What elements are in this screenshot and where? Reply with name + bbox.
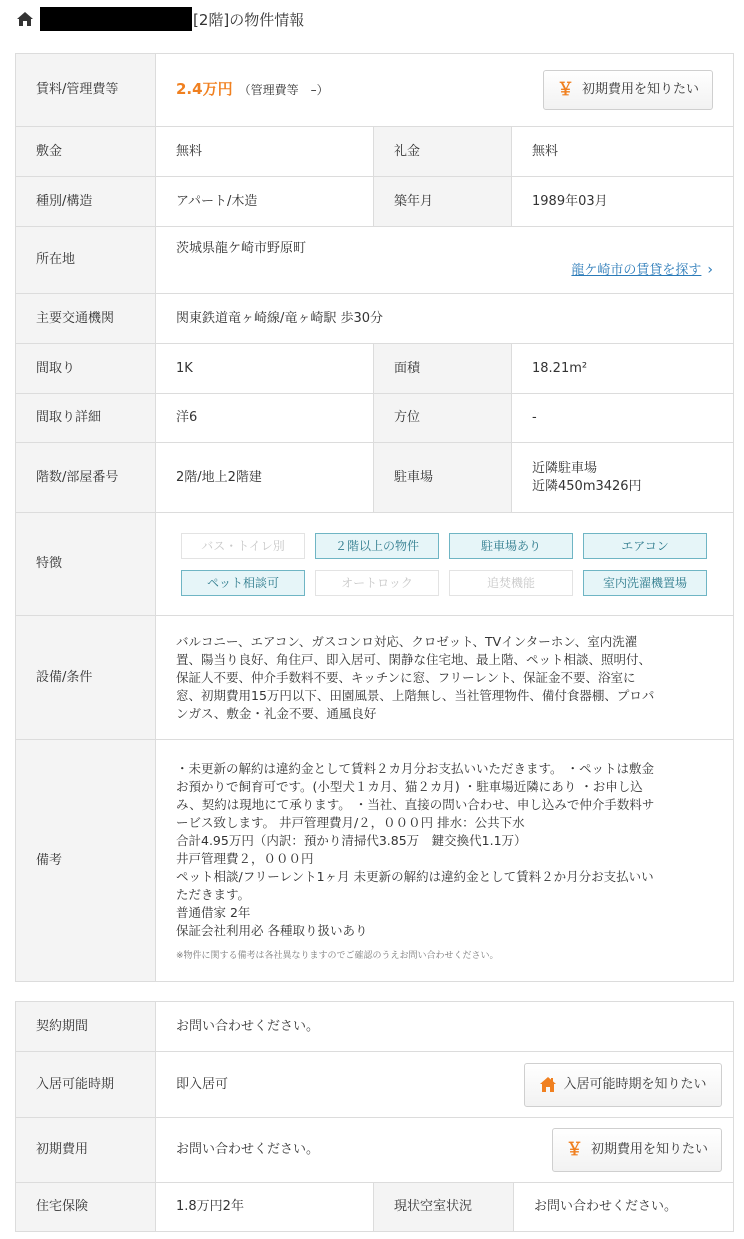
feature-tag: 追焚機能 (449, 570, 573, 596)
rent-cell (156, 54, 734, 127)
remarks-line: 井戸管理費２，０００円 (176, 850, 314, 866)
initial-cost-button-2[interactable] (552, 1128, 722, 1172)
contract-period-label: 契約期間 (16, 1002, 156, 1052)
features-label: 特徴 (16, 513, 156, 616)
insurance-row (16, 1183, 734, 1232)
remarks-line: ただきます。 (176, 886, 251, 902)
built-label: 築年月 (374, 177, 512, 227)
contract-period-value: お問い合わせください。 (156, 1002, 734, 1052)
remarks-line: ペット相談/フリーレント1ヶ月 未更新の解約は違約金として賃料２か月分お支払いい (176, 868, 654, 884)
equipment-line: ンガス、敷金・礼金不要、通風良好 (176, 705, 377, 721)
initial-cost-button[interactable] (543, 70, 713, 110)
move-in-button[interactable] (524, 1063, 722, 1107)
insurance-value: 1.8万円2年 (156, 1183, 374, 1232)
layout-value: 1K (156, 344, 374, 394)
redacted-building-name (40, 7, 192, 31)
key-money-label: 礼金 (374, 127, 512, 177)
home-icon (16, 11, 34, 27)
feature-tag: ２階以上の物件 (315, 533, 439, 559)
layout-row (16, 344, 734, 394)
remarks-row (16, 740, 734, 982)
area-value: 18.21m² (512, 344, 734, 394)
transport-label: 主要交通機関 (16, 294, 156, 344)
layout-label: 間取り (16, 344, 156, 394)
initial-cost-row (16, 1118, 734, 1183)
move-in-row (16, 1052, 734, 1118)
chevron-right-icon: › (707, 262, 714, 278)
rent-label: 賃料/管理費等 (16, 54, 156, 127)
direction-label: 方位 (374, 394, 512, 443)
address-row (16, 227, 734, 294)
equipment-line: 窓、初期費用15万円以下、田園風景、上階無し、当社管理物件、備付食器棚、プロパ (176, 687, 655, 703)
insurance-label: 住宅保険 (16, 1183, 156, 1232)
equipment-line: 保証人不要、仲介手数料不要、キッチンに窓、フリーレント、保証金不要、浴室に (176, 669, 636, 685)
remarks-label: 備考 (16, 740, 156, 982)
remarks-cell (156, 740, 734, 982)
remarks-note: ※物件に関する備考は各社異なりますのでご確認のうえお問い合わせください。 (176, 950, 499, 961)
move-in-cell (156, 1052, 734, 1118)
deposit-label: 敷金 (16, 127, 156, 177)
yen-icon: ￥ (565, 1140, 583, 1160)
remarks-line: み、契約は現地にて承ります。 ・当社、直接の問い合わせ、申し込みで仲介手数料サ (176, 796, 655, 812)
contract-period-row (16, 1002, 734, 1052)
floor-value: 2階/地上2階建 (156, 443, 374, 513)
layout-detail-label: 間取り詳細 (16, 394, 156, 443)
address-value: 茨城県龍ケ崎市野原町 (176, 241, 307, 256)
direction-value: - (512, 394, 734, 443)
floor-row (16, 443, 734, 513)
feature-tag: 駐車場あり (449, 533, 573, 559)
property-info-table (15, 53, 734, 982)
area-rent-link[interactable]: 龍ケ崎市の賃貸を探す (571, 263, 702, 278)
page-header (16, 6, 304, 32)
remarks-line: お預かりで飼育可です。(小型犬１カ月、猫２カ月) ・駐車場近隣にあり ・お申し込 (176, 778, 643, 794)
features-row (16, 513, 734, 616)
equipment-line: 置、陽当り良好、角住戸、即入居可、閑静な住宅地、最上階、ペット相談、照明付、 (176, 651, 652, 667)
equipment-line: バルコニー、エアコン、ガスコンロ対応、クロゼット、TVインターホン、室内洗濯 (176, 633, 638, 649)
rent-row (16, 54, 734, 127)
deposit-row (16, 127, 734, 177)
remarks-line: 普通借家 2年 (176, 904, 251, 920)
remarks-line: ービス致します。 井戸管理費月/２，０００円 排水：公共下水 (176, 814, 525, 830)
feature-tag: 室内洗濯機置場 (583, 570, 707, 596)
equipment-label: 設備/条件 (16, 616, 156, 740)
initial-cost-button-label: 初期費用を知りたい (582, 82, 700, 97)
type-value: アパート/木造 (156, 177, 374, 227)
deposit-value: 無料 (156, 127, 374, 177)
remarks-line: 合計4.95万円（内訳：預かり清掃代3.85万 鍵交換代1.1万） (176, 832, 527, 848)
remarks-line: 保証会社利用必 各種取り扱いあり (176, 922, 368, 938)
features-cell (156, 513, 734, 616)
vacancy-value: お問い合わせください。 (514, 1183, 734, 1232)
address-label: 所在地 (16, 227, 156, 294)
house-icon (539, 1076, 557, 1093)
yen-icon: ￥ (557, 80, 575, 100)
parking-value-2: 近隣450m3426円 (532, 478, 642, 494)
type-label: 種別/構造 (16, 177, 156, 227)
parking-value-1: 近隣駐車場 (532, 460, 598, 476)
layout-detail-row (16, 394, 734, 443)
initial-cost-cell (156, 1118, 734, 1183)
remarks-line: ・未更新の解約は違約金として賃料２カ月分お支払いいただきます。 ・ペットは敷金 (176, 760, 654, 776)
initial-cost-button-2-label: 初期費用を知りたい (590, 1142, 708, 1157)
page-title: [2階]の物件情報 (193, 10, 305, 29)
feature-tag: オートロック (315, 570, 439, 596)
transport-value: 関東鉄道竜ヶ崎線/竜ヶ崎駅 歩30分 (156, 294, 734, 344)
parking-cell (512, 443, 734, 513)
initial-cost-value: お問い合わせください。 (176, 1142, 320, 1157)
transport-row (16, 294, 734, 344)
built-value: 1989年03月 (512, 177, 734, 227)
feature-tag: バス・トイレ別 (181, 533, 305, 559)
area-label: 面積 (374, 344, 512, 394)
move-in-value: 即入居可 (176, 1076, 229, 1092)
initial-cost-label: 初期費用 (16, 1118, 156, 1183)
feature-tag: ペット相談可 (181, 570, 305, 596)
feature-tag: エアコン (583, 533, 707, 559)
parking-label: 駐車場 (374, 443, 512, 513)
floor-label: 階数/部屋番号 (16, 443, 156, 513)
contract-info-table (15, 1001, 734, 1232)
rent-value: 2.4万円 (176, 80, 233, 98)
move-in-button-label: 入居可能時期を知りたい (563, 1076, 707, 1092)
equipment-cell (156, 616, 734, 740)
equipment-row (16, 616, 734, 740)
key-money-value: 無料 (512, 127, 734, 177)
rent-note: （管理費等 –） (238, 83, 329, 97)
feature-tags (181, 533, 733, 596)
vacancy-label: 現状空室状況 (374, 1183, 514, 1232)
address-cell (156, 227, 734, 294)
layout-detail-value: 洋6 (156, 394, 374, 443)
type-row (16, 177, 734, 227)
move-in-label: 入居可能時期 (16, 1052, 156, 1118)
